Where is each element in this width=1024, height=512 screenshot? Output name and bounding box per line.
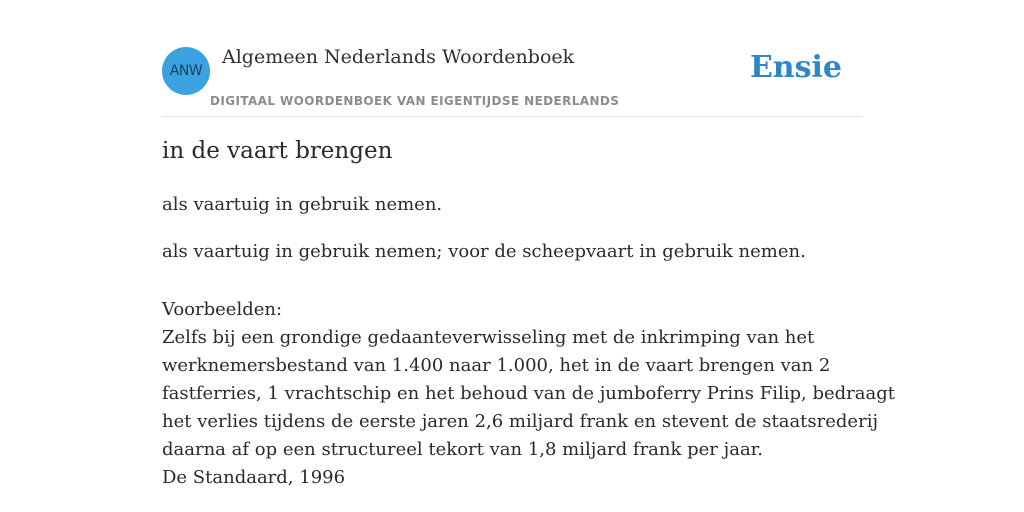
site-subtitle: DIGITAAL WOORDENBOEK VAN EIGENTIJDSE NEDERLANDS xyxy=(210,94,620,108)
example-source: De Standaard, 1996 xyxy=(162,467,346,488)
example-line: het verlies tijdens de eerste jaren 2,6 miljard frank en stevent de staatsrederij xyxy=(162,411,879,432)
entry-explanation: als vaartuig in gebruik nemen; voor de scheepvaart in gebruik nemen. xyxy=(162,241,806,262)
example-line: werknemersbestand van 1.400 naar 1.000, het in de vaart brengen van 2 xyxy=(162,355,831,376)
site-title[interactable]: Algemeen Nederlands Woordenboek xyxy=(222,46,575,68)
example-line: fastferries, 1 vrachtschip en het behoud van de jumboferry Prins Filip, bedraagt xyxy=(162,383,895,404)
example-line: daarna af op een structureel tekort van 1,8 miljard frank per jaar. xyxy=(162,439,764,460)
anw-logo[interactable]: ANW xyxy=(162,47,210,95)
ensie-logo[interactable]: Ensie xyxy=(749,50,842,85)
example-line: Zelfs bij een grondige gedaanteverwisseling met de inkrimping van het xyxy=(162,327,815,348)
site-header xyxy=(162,40,862,117)
entry-definition: als vaartuig in gebruik nemen. xyxy=(162,194,443,215)
examples-heading: Voorbeelden: xyxy=(162,299,283,320)
examples-section xyxy=(162,296,895,492)
entry-term: in de vaart brengen xyxy=(162,138,393,164)
